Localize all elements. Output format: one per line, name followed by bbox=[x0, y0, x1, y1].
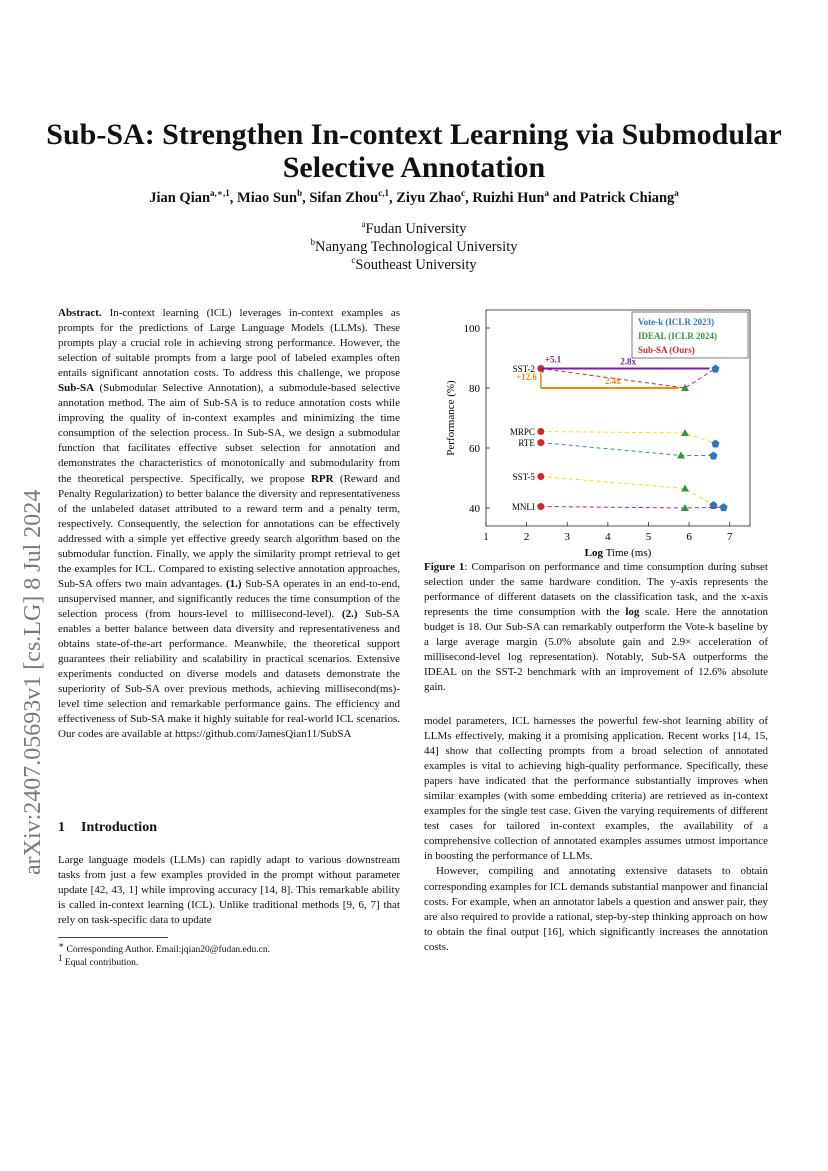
author-sup: c bbox=[461, 188, 466, 199]
y-tick-label: 40 bbox=[469, 503, 480, 515]
affiliation: $^a$Fudan University bbox=[361, 219, 467, 237]
dataset-label: MRPC bbox=[509, 427, 535, 437]
legend-entry: Vote-k (ICLR 2023) bbox=[638, 317, 715, 327]
y-tick-label: 60 bbox=[469, 443, 480, 455]
author-sup: b bbox=[297, 188, 303, 199]
dataset-label: MNLI bbox=[511, 502, 535, 512]
title-line-2: Selective Annotation bbox=[282, 151, 546, 184]
abstract-label: Abstract. bbox=[58, 307, 102, 319]
series-line bbox=[541, 443, 714, 456]
x-tick-label: 4 bbox=[605, 531, 611, 543]
author: Miao Sun bbox=[237, 190, 298, 206]
affiliation: $^b$Nanyang Technological University bbox=[310, 237, 518, 255]
subsa-marker bbox=[537, 439, 544, 446]
dataset-label: SST-2 bbox=[512, 364, 535, 374]
author-sup: c,1 bbox=[378, 188, 389, 199]
section-heading: 1 Introduction bbox=[58, 820, 157, 835]
votek-marker bbox=[709, 452, 717, 460]
x-tick-label: 6 bbox=[686, 531, 692, 543]
author: Patrick Chiang bbox=[579, 190, 675, 206]
author-sup: a,∗,1 bbox=[210, 188, 230, 199]
x-tick-label: 2 bbox=[523, 531, 530, 543]
subsa-marker bbox=[537, 473, 544, 480]
subsa-marker bbox=[537, 503, 544, 510]
subsa-marker bbox=[537, 428, 544, 435]
author-list: Jian Qian$^{a,∗,1}$, Miao Sun$^b$, Sifan Zhou$^{c,1}$, Ziyu Zhao$^c$, Ruizhi Hun$^a$ and Patrick Chiang$^a$ bbox=[149, 188, 679, 206]
series-line bbox=[541, 369, 716, 389]
y-axis-label: Performance (%) bbox=[445, 380, 457, 456]
series-line bbox=[541, 432, 716, 444]
legend-entry: IDEAL (ICLR 2024) bbox=[638, 331, 718, 341]
author-sup: a bbox=[544, 188, 549, 199]
legend-entry: Sub-SA (Ours) bbox=[638, 345, 695, 355]
votek-marker bbox=[711, 440, 719, 448]
intro-text: Large language models (LLMs) can rapidly adapt to various downstream tasks from just a few examples provided in the prompt without parameter update [42, 43, 1] while improving accuracy [14, 8]. This remarkable ability is called in-context learning (ICL). Unlike traditional methods [9, 6, 7] that rely on task-specific data to update bbox=[58, 854, 400, 927]
arxiv-stamp bbox=[4, 300, 52, 880]
paper-title bbox=[40, 118, 788, 184]
x-tick-label: 3 bbox=[564, 531, 570, 543]
x-tick-label: 5 bbox=[645, 531, 652, 543]
annotation-gain-ideal: +12.6 bbox=[515, 372, 537, 382]
author: Jian Qian bbox=[149, 190, 211, 206]
footnotes bbox=[58, 939, 400, 970]
votek-marker bbox=[711, 365, 719, 373]
author: Ruizhi Hun bbox=[472, 190, 545, 206]
figure-1 bbox=[440, 304, 760, 560]
affiliations bbox=[40, 220, 788, 274]
chart-svg bbox=[440, 304, 760, 560]
footnote: ∗ Corresponding Author. Email:jqian20@fudan.edu.cn. bbox=[58, 939, 270, 955]
y-tick-label: 100 bbox=[463, 323, 480, 335]
author: Ziyu Zhao bbox=[396, 190, 462, 206]
body-text-right: model parameters, ICL harnesses the powerful few-shot learning ability of LLMs effectively, making it a promising application. Recent works [14, 15, 44] show that collecting prompts from a broad selection of annotated examples is vital to achieving high-quality performance. Specifically, these papers have indicated that the performance substantially improves when similar examples (with some embedding criteria) are retrieved as in-context examples for the single test case. Given the varying requirements of different test cases for tailored in-context examples, the availability of a comprehensive collection of annotated examples assumes utmost importance in boosting the performance of LLMs. However, compiling and annotating extensive datasets to obtain corresponding examples for ICL demands substantial manpower and financial costs. For example, when an annotator labels a question and answer pair, they are also required to provide a rational, step-by-step thinking approach on how to obtain the final output [16], which significantly increases the annotation costs. bbox=[424, 715, 768, 953]
y-tick-label: 80 bbox=[469, 383, 480, 395]
x-tick-label: 7 bbox=[726, 531, 733, 543]
annotation-speedup-ideal: 2.4x bbox=[605, 376, 621, 386]
annotation-speedup-votek: 2.8x bbox=[620, 356, 637, 367]
x-tick-label: 1 bbox=[483, 531, 489, 543]
votek-marker bbox=[720, 503, 728, 511]
title-line-1: Sub-SA: Strengthen In-context Learning via Submodular bbox=[46, 118, 782, 151]
arxiv-stamp-text: arXiv:2407.05693v1 [cs.LG] 8 Jul 2024 bbox=[20, 489, 46, 875]
x-axis-label: Log Time (ms) bbox=[584, 547, 652, 559]
annotation-gain-votek: +5.1 bbox=[544, 354, 562, 365]
footnote: $^1$ Equal contribution. bbox=[58, 952, 139, 968]
abstract: Abstract. In-context learning (ICL) leverages in-context examples as prompts for the predictions of Large Language Models (LLMs). These prompts play a crucial role in achieving strong performance. However, the selection of suitable prompts from a large pool of labeled examples often entails significant annotation costs. To address this challenge, we propose Sub-SA (Submodular Selective Annotation), a submodule-based selective annotation method. The aim of Sub-SA is to reduce annotation costs while improving the quality of in-context examples and minimizing the time consumption of the selection process. In Sub-SA, we design a submodular function that facilitates effective subset selection for annotation and demonstrates the characteristics of monotonically and submodularity from the theoretical perspective. Specifically, we propose RPR (Reward and Penalty Regularization) to better balance the diversity and representativeness of the unlabeled dataset attributed to a reward term and a penalty term, respectively. Consequently, the selection for annotations can be effectively addressed with a simple yet effective greedy search algorithm based on the submodular function. Finally, we apply the similarity prompt retrieval to get the examples for ICL. Compared to existing selective annotation approaches, Sub-SA offers two main advantages. (1.) Sub-SA operates in an end-to-end, unsupervised manner, and significantly reduces the time consumption of the selection process (from hours-level to millisecond-level). (2.) Sub-SA enables a better balance between data diversity and representativeness and obtains state-of-the-art performance. Meanwhile, the theoretical support guarantees their reliability and scalability in practical scenarios. Extensive experiments conducted on diverse models and datasets demonstrate the superiority of Sub-SA over previous methods, achieving millisecond(ms)-level time selection and remarkable performance gains. The efficiency and effectiveness of Sub-SA make it highly suitable for real-world ICL scenarios. Our codes are available at https://github.com/JamesQian11/SubSA bbox=[58, 307, 401, 741]
author-sup: a bbox=[674, 188, 679, 199]
dataset-label: SST-5 bbox=[512, 472, 535, 482]
dataset-label: RTE bbox=[518, 438, 535, 449]
affiliation: $^c$Southeast University bbox=[351, 255, 477, 273]
figure-caption: Figure 1: Comparison on performance and time consumption during subset selection under the same hardware condition. The y-axis represents the performance of different datasets on the classification task, and the x-axis represents the time consumption with the log scale. Here the annotation budget is 18. Our Sub-SA can remarkably outperform the Vote-k baseline by a large average margin (5.0% absolute gain and 2.9× acceleration of millisecond-level log representation). Notably, Sub-SA outperforms the IDEAL on the SST-2 benchmark with an improvement of 12.6% absolute gain. bbox=[424, 561, 769, 694]
footnote-rule bbox=[58, 937, 168, 938]
series-line bbox=[541, 507, 724, 509]
author: Sifan Zhou bbox=[309, 190, 379, 206]
